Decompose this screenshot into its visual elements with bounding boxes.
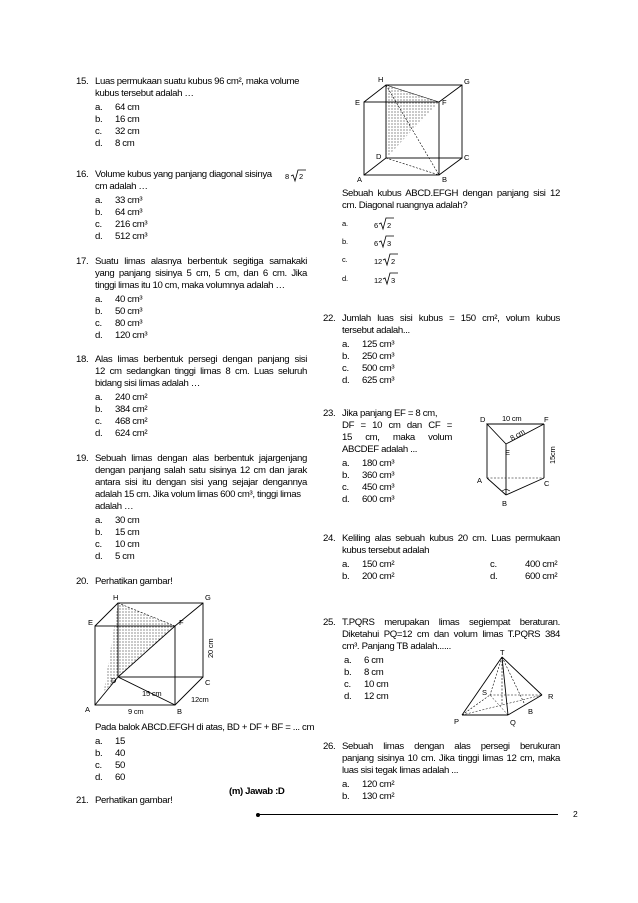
- answer-option: d. 600 cm²: [490, 571, 558, 582]
- question-text: Volume kubus yang panjang diagonal sisinya: [95, 169, 272, 180]
- vertex-label: C: [205, 678, 211, 687]
- answer-option: a. 125 cm³: [342, 339, 395, 350]
- question-text: DF = 10 cm dan CF =: [342, 420, 452, 431]
- svg-text:a.: a.: [342, 219, 348, 228]
- prism-figure: [472, 410, 560, 512]
- svg-text:6: 6: [374, 239, 378, 248]
- vertex-label: B: [502, 499, 507, 508]
- answer-option: b. 384 cm²: [95, 404, 148, 415]
- question-text: T.PQRS merupakan limas segiempat beraturan.: [342, 617, 560, 628]
- answer-option: c. 400 cm²: [490, 559, 558, 570]
- radical-sign: [285, 167, 307, 183]
- question-number: 24.: [323, 533, 336, 544]
- answer-option: d. 120 cm³: [95, 330, 148, 341]
- answer-option: a. 150 cm²: [342, 559, 395, 570]
- cuboid-figure: [80, 590, 230, 720]
- answer-option: d. 5 cm: [95, 551, 135, 562]
- answer-option: c. 468 cm²: [95, 416, 148, 427]
- question-text: Diketahui PQ=12 cm dan volum limas T.PQRS 384: [342, 629, 560, 640]
- answer-option: b. 360 cm³: [342, 470, 395, 481]
- svg-text:c.: c.: [342, 255, 348, 264]
- question-text: Perhatikan gambar!: [95, 576, 173, 587]
- answer-option: c. 450 cm³: [342, 482, 395, 493]
- question-text: Luas permukaan suatu kubus 96 cm², maka volume: [95, 76, 300, 87]
- vertex-label: A: [85, 705, 90, 714]
- question-text: Keliling alas sebuah kubus 20 cm. Luas permukaan: [342, 533, 560, 544]
- svg-text:3: 3: [391, 276, 395, 285]
- question-text: Jumlah luas sisi kubus = 150 cm², volum kubus: [342, 313, 560, 324]
- answer-option: b. 50 cm³: [95, 306, 143, 317]
- vertex-label: D: [480, 415, 486, 424]
- vertex-label: E: [355, 98, 360, 107]
- answer-option: b. 250 cm³: [342, 351, 395, 362]
- answer-option: b. 8 cm: [344, 667, 384, 678]
- question-text: 15 cm, maka volum: [342, 432, 452, 443]
- answer-key: (m) Jawab :D: [229, 786, 285, 797]
- answer-option: b. 64 cm³: [95, 207, 143, 218]
- vertex-label: E: [88, 618, 93, 627]
- answer-option: a. 33 cm³: [95, 195, 143, 206]
- page-number: 2: [573, 809, 578, 819]
- answer-option: [342, 218, 394, 230]
- vertex-label: D: [111, 676, 117, 685]
- question-number: 17.: [76, 256, 89, 267]
- question-text: 12 cm sedangkan tinggi limas 8 cm. Luas seluruh: [95, 366, 307, 377]
- footer-rule: [258, 814, 558, 815]
- answer-option: c. 216 cm³: [95, 219, 148, 230]
- radical-expression: [285, 167, 307, 186]
- answer-option: a. 120 cm²: [342, 779, 395, 790]
- question-number: 18.: [76, 354, 89, 365]
- figure-caption: Pada balok ABCD.EFGH di atas, BD + DF + BF = ... cm: [95, 722, 315, 733]
- question-text: cm³. Panjang TB adalah......: [342, 641, 451, 652]
- svg-text:d.: d.: [342, 274, 348, 283]
- answer-option: c. 10 cm: [95, 539, 140, 550]
- svg-text:8: 8: [285, 172, 289, 181]
- question-text: Perhatikan gambar!: [95, 795, 173, 806]
- vertex-label: F: [544, 415, 549, 424]
- answer-option: b. 15 cm: [95, 527, 140, 538]
- question-number: 26.: [323, 741, 336, 752]
- svg-text:2: 2: [387, 221, 391, 230]
- vertex-label: B: [177, 707, 182, 716]
- vertex-label: A: [477, 476, 482, 485]
- radical-option-set: [342, 216, 462, 288]
- answer-option: d. 8 cm: [95, 138, 135, 149]
- answer-option: a. 6 cm: [344, 655, 384, 666]
- vertex-label: C: [544, 479, 550, 488]
- vertex-label: H: [378, 75, 384, 84]
- question-text: kubus tersebut adalah …: [95, 88, 194, 99]
- answer-option: [342, 254, 398, 266]
- question-text: adalah …: [95, 501, 134, 512]
- answer-option: c. 50: [95, 760, 125, 771]
- answer-option: a. 40 cm³: [95, 294, 143, 305]
- answer-option: c. 500 cm³: [342, 363, 395, 374]
- vertex-label: E: [505, 448, 510, 457]
- answer-option: b. 200 cm²: [342, 571, 395, 582]
- answer-option: b. 40: [95, 748, 125, 759]
- question-number: 22.: [323, 313, 336, 324]
- dimension-label: 12cm: [191, 695, 209, 704]
- answer-option: b. 16 cm: [95, 114, 140, 125]
- question-text: ABCDEF adalah ...: [342, 444, 418, 455]
- dimension-label: 15 cm: [142, 689, 162, 698]
- question-text: Jika panjang EF = 8 cm,: [342, 408, 438, 419]
- answer-option: c. 80 cm³: [95, 318, 143, 329]
- question-text: Alas limas berbentuk persegi dengan panjang sisi: [95, 354, 307, 365]
- svg-text:2: 2: [299, 172, 303, 181]
- svg-text:12: 12: [374, 257, 382, 266]
- dimension-label: 10 cm: [502, 414, 522, 423]
- vertex-label: D: [376, 152, 382, 161]
- vertex-label: F: [442, 98, 447, 107]
- question-number: 19.: [76, 453, 89, 464]
- svg-text:2: 2: [391, 257, 395, 266]
- vertex-label: B: [442, 175, 447, 184]
- question-text: cm adalah …: [95, 181, 148, 192]
- vertex-label: C: [464, 153, 470, 162]
- vertex-label: B: [528, 707, 533, 716]
- vertex-label: F: [179, 618, 184, 627]
- dimension-label: 9 cm: [128, 707, 144, 716]
- vertex-label: T: [500, 648, 505, 657]
- question-text: adalah 15 cm. Jika volum limas 600 cm³, tinggi limas: [95, 489, 301, 500]
- question-text: Sebuah kubus ABCD.EFGH dengan panjang sisi 12: [342, 188, 560, 199]
- answer-option: d. 512 cm³: [95, 231, 148, 242]
- question-text: cm. Diagonal ruangnya adalah?: [342, 200, 468, 211]
- svg-text:3: 3: [387, 239, 391, 248]
- question-text: yang panjang sisinya 5 cm, 5 cm, dan 6 cm. Jika: [95, 268, 307, 279]
- question-number: 23.: [323, 408, 336, 419]
- svg-text:12: 12: [374, 276, 382, 285]
- question-text: Sebuah limas dengan alas persegi berukuran: [342, 741, 560, 752]
- answer-option: b. 130 cm²: [342, 791, 395, 802]
- question-number: 20.: [76, 576, 89, 587]
- answer-option: d. 624 cm²: [95, 428, 148, 439]
- answer-option: c. 32 cm: [95, 126, 140, 137]
- answer-option: [342, 236, 394, 248]
- answer-option: [342, 273, 398, 285]
- answer-option: d. 12 cm: [344, 691, 389, 702]
- question-number: 21.: [76, 795, 89, 806]
- question-text: dengan panjang salah satu sisinya 12 cm dan jarak: [95, 465, 307, 476]
- answer-option: a. 15: [95, 736, 125, 747]
- vertex-label: H: [113, 593, 119, 602]
- question-text: Suatu limas alasnya berbentuk segitiga samakaki: [95, 256, 307, 267]
- vertex-label: P: [454, 717, 459, 726]
- question-number: 15.: [76, 76, 89, 87]
- question-number: 16.: [76, 169, 89, 180]
- dimension-label: 8 cm: [508, 427, 527, 443]
- question-text: antara sisi itu dengan sisi yang sejajar dengannya: [95, 477, 307, 488]
- vertex-label: G: [464, 77, 470, 86]
- question-text: kubus tersebut adalah: [342, 545, 430, 556]
- question-text: tinggi limas itu 10 cm, maka volumnya adalah …: [95, 280, 285, 291]
- vertex-label: Q: [510, 718, 516, 727]
- dimension-label: 20 cm: [206, 638, 215, 658]
- answer-option: a. 64 cm: [95, 102, 140, 113]
- svg-text:6: 6: [374, 221, 378, 230]
- answer-option: d. 60: [95, 772, 125, 783]
- dimension-label: 15cm: [548, 446, 557, 464]
- question-text: luas sisi tegak limas adalah ...: [342, 765, 459, 776]
- question-text: Sebuah limas dengan alas berbentuk jajargenjang: [95, 453, 307, 464]
- radical-options: [342, 216, 462, 296]
- svg-text:b.: b.: [342, 237, 348, 246]
- question-text: bidang sisi limas adalah …: [95, 378, 201, 389]
- answer-option: d. 625 cm³: [342, 375, 395, 386]
- vertex-label: A: [357, 175, 362, 184]
- vertex-label: G: [205, 593, 211, 602]
- question-number: 25.: [323, 617, 336, 628]
- vertex-label: R: [548, 692, 554, 701]
- answer-option: a. 30 cm: [95, 515, 140, 526]
- vertex-label: S: [482, 688, 487, 697]
- answer-option: a. 240 cm²: [95, 392, 148, 403]
- answer-option: c. 10 cm: [344, 679, 389, 690]
- answer-option: d. 600 cm³: [342, 494, 395, 505]
- question-text: tersebut adalah...: [342, 325, 410, 336]
- question-text: panjang sisinya 10 cm. Jika tinggi limas 12 cm, maka: [342, 753, 560, 764]
- pyramid-figure: [450, 645, 562, 730]
- answer-option: a. 180 cm³: [342, 458, 395, 469]
- cube-figure: [352, 72, 482, 187]
